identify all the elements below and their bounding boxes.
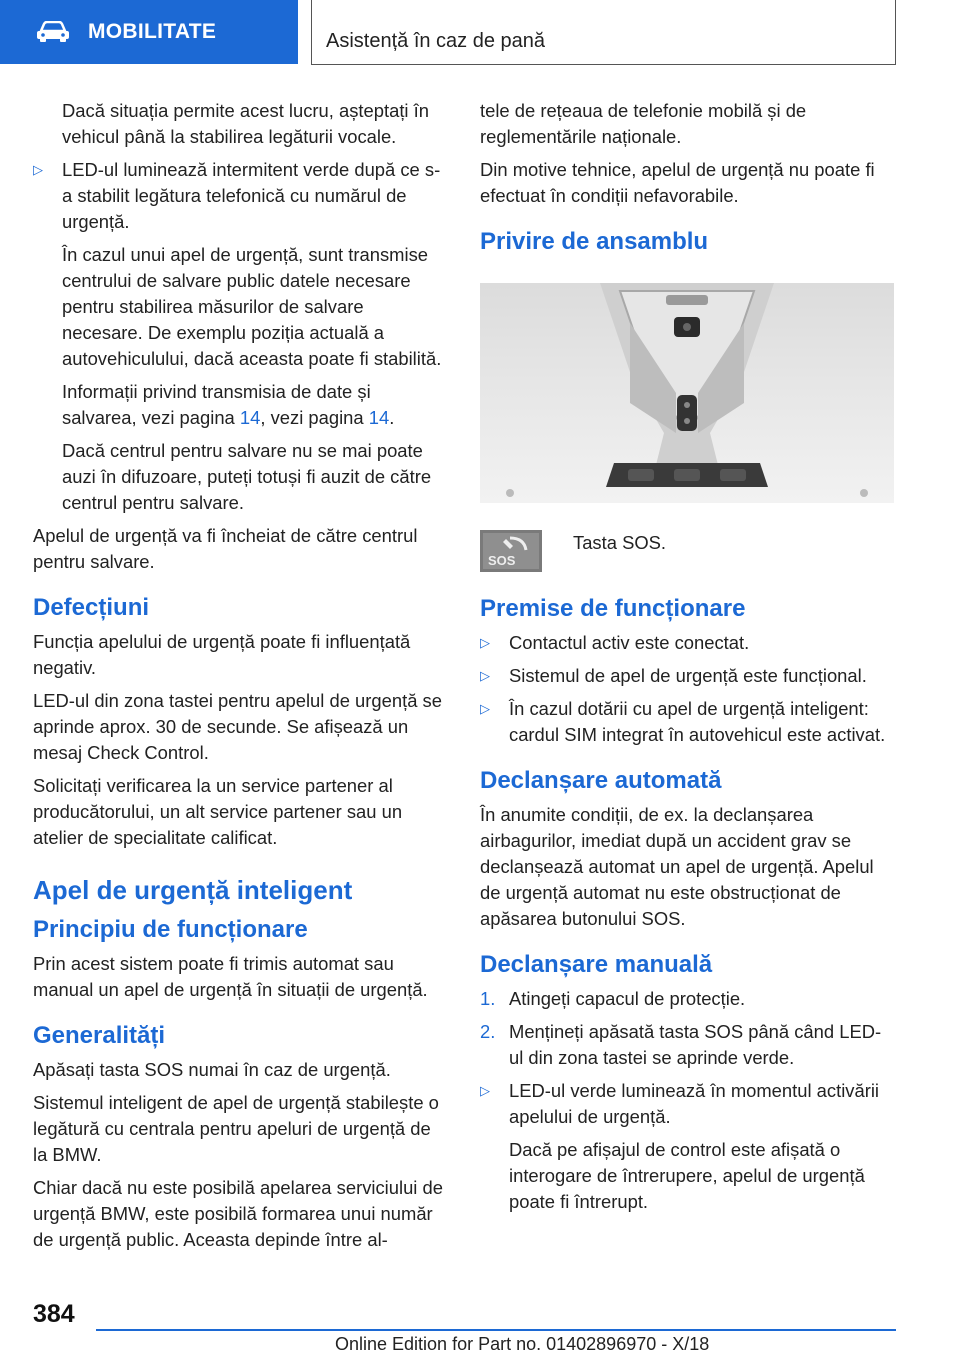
heading-defectiuni: Defecțiuni (33, 594, 150, 621)
heading-declansare-automata: Declanșare automată (480, 767, 722, 794)
bullet-marker: ▷ (480, 635, 490, 650)
bullet-item (480, 1078, 894, 1130)
paragraph: În cazul unui apel de urgență, sunt transmise centrului de salvare public datele necesare pentru stabilirea măsurilor de salvare necesare. De exemplu poziția actuală a autovehiculului, dacă aceasta poate fi stabilită. (62, 244, 442, 369)
paragraph: Dacă pe afișajul de control este afișată o interogare de întrerupere, apelul de urgență poate fi întrerupt. (509, 1139, 865, 1212)
bullet-marker: ▷ (33, 162, 43, 177)
car-icon (36, 21, 70, 43)
text-part: , vezi pagina (260, 407, 369, 428)
chapter-box (311, 0, 896, 65)
paragraph: Dacă centrul pentru salvare nu se mai poate auzi în difuzoare, puteți totuși fi auzit de către centrul pentru salvare. (62, 440, 432, 513)
section-tab[interactable] (0, 0, 298, 64)
paragraph: Chiar dacă nu este posibilă apelarea serviciului de urgență BMW, este posibilă formarea unui număr de urgență public. Aceasta depinde între al- (33, 1177, 443, 1250)
paragraph: Apelul de urgență va fi încheiat de către centrul pentru salvare. (33, 525, 418, 572)
sos-caption: Tasta SOS. (573, 532, 667, 553)
page-link[interactable]: 14 (368, 407, 390, 428)
bullet-text: Sistemul de apel de urgență este funcțional. (509, 665, 867, 686)
heading-premise: Premise de funcționare (480, 595, 746, 622)
overhead-console-image (480, 283, 894, 503)
bullet-item (480, 630, 894, 656)
paragraph: În anumite condiții, de ex. la declanșarea airbagurilor, imediat după un accident grav se declanșează automat un apel de urgență. Apelul de urgență automat nu este obstrucționat de apăsarea butonului SOS. (480, 804, 874, 929)
bullet-marker: ▷ (480, 701, 490, 716)
bullet-marker: ▷ (480, 1083, 490, 1098)
sos-icon-text: SOS (488, 553, 516, 568)
bullet-item (33, 157, 447, 235)
paragraph: Solicitați verificarea la un service partener al producătorului, un alt service partener sau un atelier de specialitate calificat. (33, 775, 403, 848)
page-header (0, 0, 960, 66)
text-part: Informații privind transmisia de date și salvarea, vezi pagina (62, 381, 371, 428)
left-column (33, 98, 447, 1260)
bullet-item (480, 696, 894, 748)
heading-generalitati: Generalități (33, 1022, 166, 1049)
heading-principiu: Principiu de funcționare (33, 916, 308, 943)
paragraph: Din motive tehnice, apelul de urgență nu poate fi efectuat în condiții nefavorabile. (480, 159, 875, 206)
paragraph: Apăsați tasta SOS numai în caz de urgență. (33, 1059, 391, 1080)
heading-privire: Privire de ansamblu (480, 228, 709, 255)
paragraph: Funcția apelului de urgență poate fi influențată negativ. (33, 631, 411, 678)
page-link[interactable]: 14 (239, 407, 261, 428)
step-text: Atingeți capacul de protecție. (509, 988, 746, 1009)
paragraph-with-links (33, 379, 447, 431)
bullet-text: LED-ul verde luminează în momentul activării apelului de urgență. (509, 1080, 880, 1127)
heading-declansare-manuala: Declanșare manuală (480, 951, 713, 978)
paragraph: Prin acest sistem poate fi trimis automat sau manual un apel de urgență în situații de urgență. (33, 953, 428, 1000)
bullet-text: În cazul dotării cu apel de urgență inteligent: cardul SIM integrat în autovehicul este activat. (509, 698, 886, 745)
step-number: 2. (480, 1021, 496, 1042)
numbered-item (480, 1019, 894, 1071)
step-text: Mențineți apăsată tasta SOS până când LED-ul din zona tastei se aprinde verde. (509, 1021, 882, 1068)
text-part: . (389, 407, 395, 428)
page-number: 384 (33, 1300, 75, 1328)
right-column (480, 98, 894, 1222)
edition-text: Online Edition for Part no. 01402896970 - X/18 (335, 1334, 710, 1354)
numbered-item (480, 986, 894, 1012)
heading-apel-urgenta: Apel de urgență inteligent (33, 875, 353, 905)
bullet-text: Contactul activ este conectat. (509, 632, 750, 653)
sos-legend (480, 530, 894, 576)
bullet-text: LED-ul luminează intermitent verde după ce s-a stabilit legătura telefonică cu numărul de urgență. (62, 159, 441, 232)
step-number: 1. (480, 988, 496, 1009)
bullet-item (480, 663, 894, 689)
chapter-title: Asistență în caz de pană (326, 30, 546, 52)
paragraph: LED-ul din zona tastei pentru apelul de urgență se aprinde aprox. 30 de secunde. Se afișează un mesaj Check Control. (33, 690, 442, 763)
paragraph: tele de rețeaua de telefonie mobilă și de reglementările naționale. (480, 100, 807, 147)
footer-divider (96, 1329, 896, 1331)
paragraph: Sistemul inteligent de apel de urgență stabilește o legătură cu centrala pentru apeluri de urgență de la BMW. (33, 1092, 439, 1165)
sos-button-icon (480, 530, 542, 572)
bullet-marker: ▷ (480, 668, 490, 683)
section-label: MOBILITATE (88, 20, 217, 43)
paragraph: Dacă situația permite acest lucru, așteptați în vehicul până la stabilirea legăturii vocale. (62, 100, 429, 147)
